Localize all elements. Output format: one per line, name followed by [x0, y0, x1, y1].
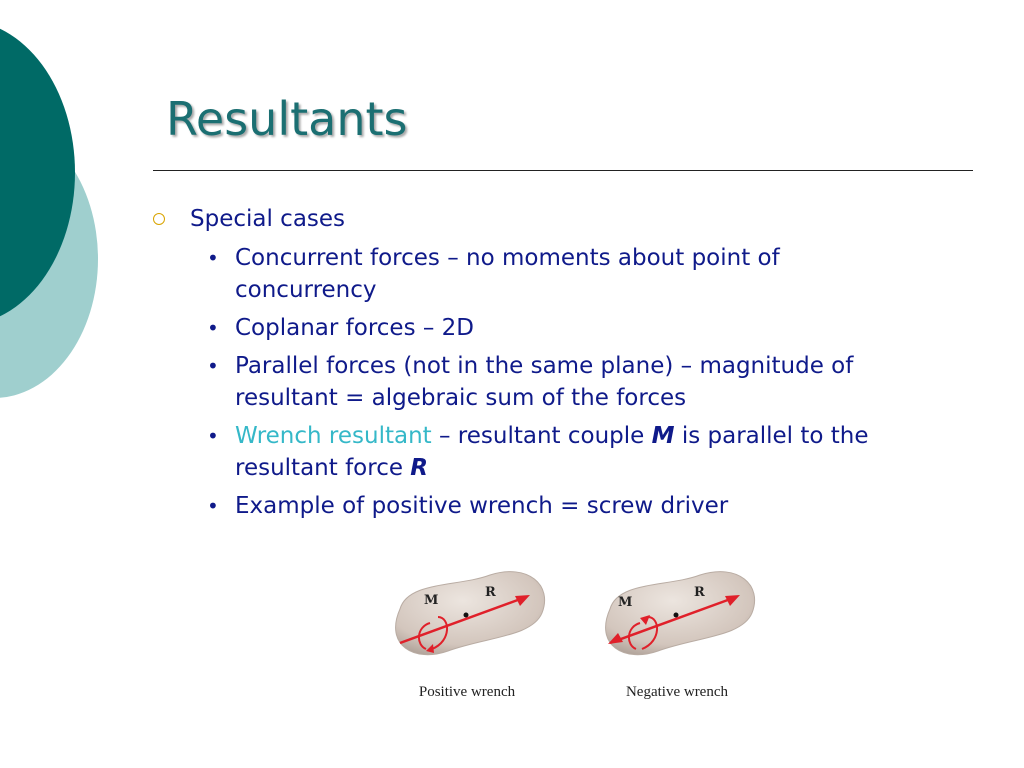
positive-wrench-figure [378, 565, 550, 705]
symbol-r: R [410, 455, 429, 481]
dot-bullet-icon: • [207, 494, 219, 518]
sub-bullet-text: Concurrent forces – no moments about point of concurrency [235, 245, 780, 303]
negative-wrench-diagram [588, 565, 760, 675]
bullet-text: Special cases [190, 206, 346, 232]
figure-caption: Negative wrench [625, 684, 729, 700]
force-label: R [485, 585, 496, 600]
dot-bullet-icon: • [207, 424, 219, 448]
slide-body [150, 202, 970, 522]
slide-title: Resultants [166, 92, 408, 146]
figure-caption: Positive wrench [418, 684, 516, 700]
moment-label: M [424, 593, 439, 608]
sub-bullet-text: Example of positive wrench = screw driver [235, 493, 729, 519]
dot-bullet-icon: • [207, 316, 219, 340]
positive-wrench-diagram [378, 565, 550, 675]
wrench-text-a: – resultant couple [431, 423, 652, 449]
sub-bullet-text: Parallel forces (not in the same plane) – magnitude of resultant = algebraic sum of the forces [235, 353, 854, 411]
sub-bullet-parallel [150, 350, 875, 414]
sub-bullet-example [150, 490, 875, 522]
bullet-special-cases [150, 202, 970, 236]
force-label: R [694, 585, 705, 600]
dot-bullet-icon: • [207, 354, 219, 378]
negative-wrench-figure [588, 565, 760, 705]
sub-bullet-wrench [150, 420, 875, 484]
title-divider [153, 170, 973, 171]
sub-bullet-coplanar [150, 312, 875, 344]
sub-bullet-text: Coplanar forces – 2D [235, 315, 475, 341]
sub-bullet-concurrent [150, 242, 875, 306]
ring-bullet-icon [153, 213, 165, 225]
symbol-m: M [651, 423, 675, 449]
wrench-term: Wrench resultant [235, 423, 432, 449]
dot-bullet-icon: • [207, 246, 219, 270]
wrench-text-b: is parallel to the resultant force [235, 423, 869, 481]
moment-label: M [618, 595, 633, 610]
